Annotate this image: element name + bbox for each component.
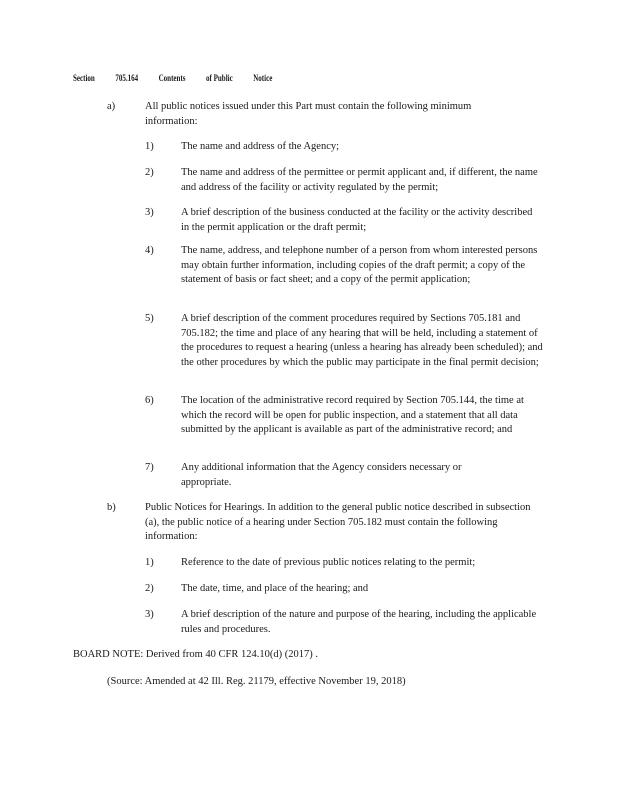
item-b1-number: 1) [145, 557, 154, 568]
section-title-part-1: Contents [158, 73, 186, 83]
item-a5-text: A brief description of the comment procedures required by Sections 705.181 and 705.182; the time and place of any hearing that will be held, including a statement of the procedures to request a hearing (unless a hearing has already been scheduled); and the other procedures by which the public may participate in the final permit decision; [181, 313, 543, 368]
item-a2-text: The name and address of the permittee or permit applicant and, if different, the name and address of the facility or activity regulated by the permit; [181, 167, 538, 193]
section-heading [73, 73, 291, 83]
section-title-part-3: Notice [253, 73, 273, 83]
item-a1-text: The name and address of the Agency; [181, 141, 340, 152]
item-b1-text: Reference to the date of previous public notices relating to the permit; [181, 557, 476, 568]
item-a7-text: Any additional information that the Agency considers necessary or appropriate. [181, 462, 462, 488]
item-a2-number: 2) [145, 167, 154, 178]
item-a5-number: 5) [145, 313, 154, 324]
item-a4-text: The name, address, and telephone number of a person from whom interested persons may obtain further information, including copies of the draft permit; a copy of the statement of basis or fact sheet; and a copy of the permit application; [181, 245, 538, 285]
item-a3-number: 3) [145, 207, 154, 218]
section-number: 705.164 [115, 73, 139, 83]
item-a1-number: 1) [145, 141, 154, 152]
item-a3-text: A brief description of the business conducted at the facility or the activity described in the permit application or the draft permit; [181, 207, 533, 233]
subsection-b-label: b) [107, 502, 116, 513]
item-b3-number: 3) [145, 609, 154, 620]
source-note: (Source: Amended at 42 Ill. Reg. 21179, effective November 19, 2018) [107, 676, 406, 687]
board-note: BOARD NOTE: Derived from 40 CFR 124.10(d) (2017) . [73, 649, 318, 660]
item-b2-text: The date, time, and place of the hearing; and [181, 583, 369, 594]
item-a7-number: 7) [145, 462, 154, 473]
item-b3-text: A brief description of the nature and purpose of the hearing, including the applicable rules and procedures. [181, 609, 537, 635]
item-a6-number: 6) [145, 395, 154, 406]
section-title-part-2: of Public [206, 73, 233, 83]
subsection-a-text: All public notices issued under this Part must contain the following minimum information: [145, 101, 472, 127]
subsection-a-label: a) [107, 101, 116, 112]
item-a6-text: The location of the administrative record required by Section 705.144, the time at which the record will be open for public inspection, and a statement that all data submitted by the applicant is available as part of the administrative record; and [181, 395, 524, 435]
item-a4-number: 4) [145, 245, 154, 256]
subsection-b-text: Public Notices for Hearings. In addition to the general public notice described in subsection (a), the public notice of a hearing under Section 705.182 must contain the following information: [145, 502, 531, 542]
item-b2-number: 2) [145, 583, 154, 594]
section-label: Section [73, 73, 95, 83]
